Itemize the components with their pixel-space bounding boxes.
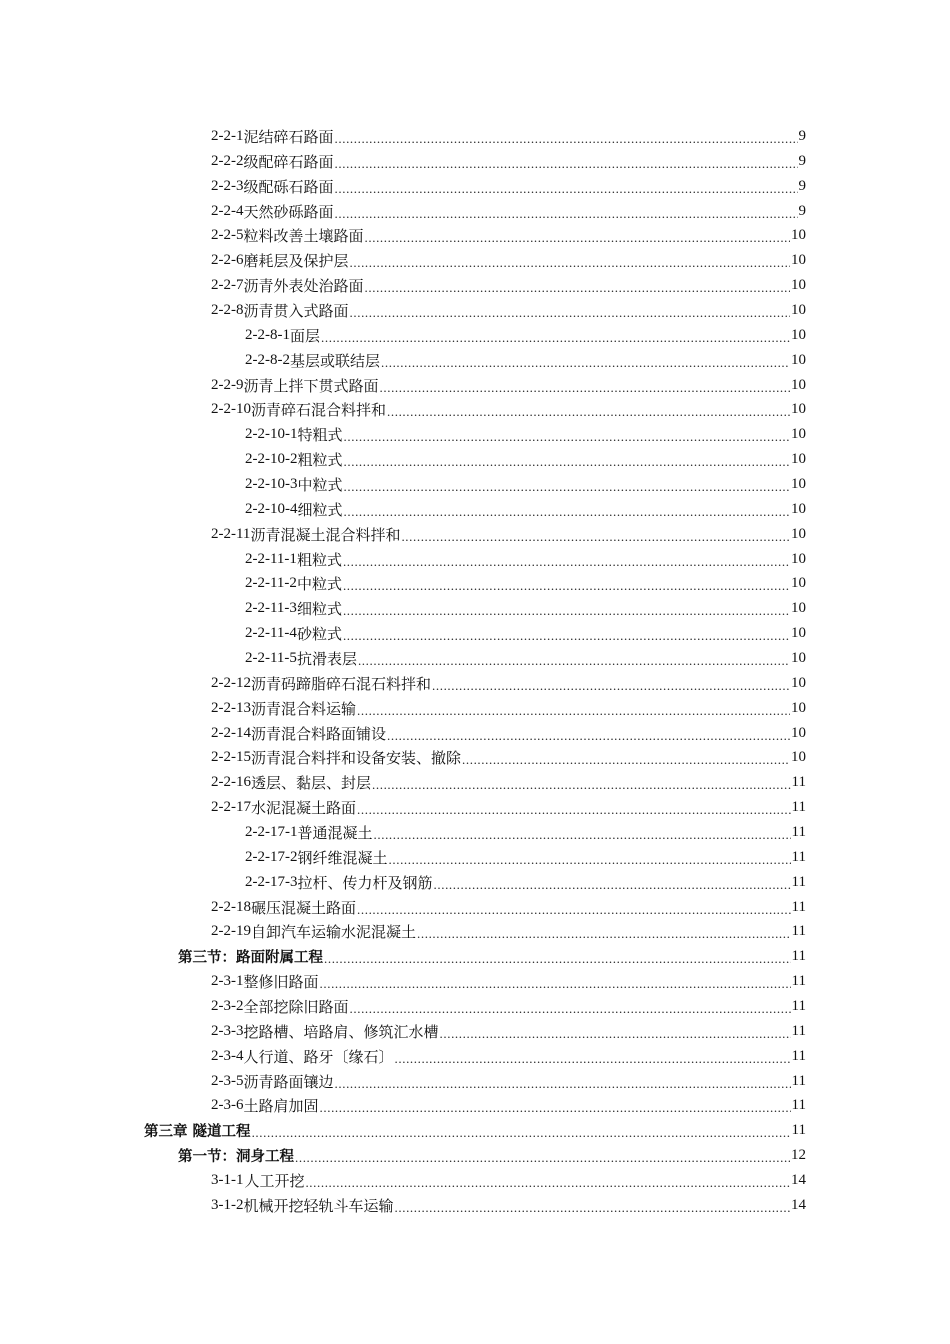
- toc-entry[interactable]: [0, 273, 950, 298]
- toc-entry-line: [245, 845, 806, 870]
- toc-entry-number: 2-2-11: [211, 525, 251, 542]
- dot-leader: [440, 1019, 791, 1044]
- toc-entry-line: [178, 1143, 806, 1168]
- toc-entry-page-number: 10: [791, 326, 806, 343]
- toc-entry-title: 第三节：路面附属工程: [178, 950, 323, 967]
- toc-entry[interactable]: [0, 596, 950, 621]
- toc-entry-page-number: 10: [791, 575, 806, 592]
- toc-entry-number: 2-2-3: [211, 177, 244, 194]
- toc-entry-page-number: 12: [791, 1147, 806, 1164]
- toc-entry-page-number: 10: [791, 749, 806, 766]
- toc-entry-number: 2-2-6: [211, 252, 244, 269]
- toc-entry[interactable]: [0, 1094, 950, 1119]
- toc-entry-page-number: 10: [791, 401, 806, 418]
- toc-entry-line: [211, 1044, 806, 1069]
- toc-entry-number: 2-3-3: [211, 1022, 244, 1039]
- toc-entry[interactable]: [0, 223, 950, 248]
- toc-entry[interactable]: [0, 1069, 950, 1094]
- toc-entry-page-number: 9: [798, 152, 806, 169]
- dot-leader: [395, 1044, 791, 1069]
- dot-leader: [343, 547, 790, 572]
- toc-entry-page-number: 11: [791, 873, 806, 890]
- toc-entry-title: 挖路槽、培路肩、修筑汇水槽: [243, 1024, 439, 1041]
- toc-entry[interactable]: [0, 149, 950, 174]
- toc-entry-title: 特粗式: [297, 428, 343, 445]
- toc-entry-line: [211, 696, 806, 721]
- toc-entry-title: 抗滑表层: [296, 651, 357, 668]
- toc-entry-page-number: 11: [791, 1022, 806, 1039]
- toc-entry[interactable]: [0, 671, 950, 696]
- dot-leader: [462, 745, 790, 770]
- toc-entry-number: 2-2-17-2: [245, 848, 298, 865]
- toc-entry-number: 2-3-6: [211, 1097, 244, 1114]
- dot-leader: [321, 323, 790, 348]
- toc-entry-title: 人工开挖: [244, 1174, 305, 1191]
- toc-entry[interactable]: [0, 944, 950, 969]
- toc-entry-line: [245, 547, 806, 572]
- toc-entry-title: 沥青碎石混合料拌和: [251, 403, 387, 420]
- toc-entry-page-number: 10: [791, 475, 806, 492]
- toc-entry-page-number: 10: [791, 674, 806, 691]
- toc-entry-page-number: 14: [791, 1172, 806, 1189]
- dot-leader: [335, 149, 798, 174]
- toc-entry-number: 2-2-4: [211, 202, 244, 219]
- toc-entry[interactable]: [0, 199, 950, 224]
- toc-entry-title: 钢纤维混凝土: [297, 850, 388, 867]
- toc-entry[interactable]: [0, 472, 950, 497]
- toc-entry-number: 2-3-2: [211, 998, 244, 1014]
- toc-entry-page-number: 9: [798, 177, 806, 194]
- toc-entry-number: 2-2-10: [211, 401, 251, 418]
- toc-entry-page-number: 11: [791, 1097, 806, 1114]
- toc-entry-number: 2-3-4: [211, 1047, 244, 1064]
- toc-entry-page-number: 10: [791, 451, 806, 468]
- toc-entry-line: [245, 646, 806, 671]
- toc-entry-title: 沥青贯入式路面: [243, 303, 349, 320]
- toc-entry-title: 自卸汽车运输水泥混凝土: [251, 925, 417, 942]
- dot-leader: [343, 596, 790, 621]
- toc-entry-page-number: 10: [791, 351, 806, 368]
- toc-entry-title: 水泥混凝土路面: [251, 801, 357, 818]
- dot-leader: [417, 920, 791, 945]
- toc-entry-page-number: 10: [791, 277, 806, 294]
- toc-entry-page-number: 11: [791, 998, 806, 1014]
- toc-entry-page-number: 10: [791, 699, 806, 716]
- toc-entry-page-number: 10: [791, 600, 806, 617]
- toc-entry-page-number: 11: [791, 848, 806, 865]
- toc-entry[interactable]: [0, 1044, 950, 1069]
- toc-entry-number: 2-2-19: [211, 923, 251, 940]
- dot-leader: [434, 870, 791, 895]
- dot-leader: [344, 497, 790, 522]
- toc-entry-line: [211, 1193, 806, 1218]
- toc-entry[interactable]: [0, 124, 950, 149]
- toc-entry-page-number: 10: [791, 426, 806, 443]
- toc-entry-page-number: 10: [791, 252, 806, 269]
- toc-entry-number: 2-2-10-1: [245, 426, 298, 443]
- dot-leader: [432, 671, 790, 696]
- toc-entry-title: 沥青上拌下贯式路面: [243, 378, 379, 395]
- toc-entry-line: [211, 770, 806, 795]
- toc-entry-number: 2-2-7: [211, 277, 244, 294]
- toc-entry[interactable]: [0, 969, 950, 994]
- toc-entry-number: 3-1-1: [211, 1172, 244, 1189]
- dot-leader: [365, 273, 790, 298]
- toc-entry-line: [211, 1069, 806, 1094]
- toc-entry-number: 2-2-11-3: [245, 600, 297, 617]
- toc-entry-line: [211, 248, 806, 273]
- toc-entry-title: 普通混凝土: [297, 825, 373, 842]
- toc-entry[interactable]: [0, 298, 950, 323]
- dot-leader: [387, 721, 790, 746]
- toc-entry[interactable]: [0, 646, 950, 671]
- toc-entry[interactable]: [0, 1143, 950, 1168]
- toc-entry[interactable]: [0, 845, 950, 870]
- toc-entry-title: 人行道、路牙〔缘石〕: [243, 1049, 394, 1066]
- toc-entry-title: 碾压混凝土路面: [251, 900, 357, 917]
- toc-entry-title: 整修旧路面: [243, 975, 319, 992]
- toc-entry-title: 级配砾石路面: [243, 179, 334, 196]
- toc-entry-number: 2-2-8-1: [245, 326, 290, 343]
- dot-leader: [381, 348, 790, 373]
- dot-leader: [401, 522, 790, 547]
- dot-leader: [395, 1193, 790, 1218]
- toc-entry-line: [245, 820, 806, 845]
- toc-entry-line: [211, 920, 806, 945]
- toc-entry[interactable]: [0, 571, 950, 596]
- toc-entry-number: 2-2-16: [211, 774, 251, 791]
- toc-entry-number: 2-2-10-2: [245, 451, 298, 468]
- toc-entry-line: [245, 348, 806, 373]
- toc-entry[interactable]: [0, 820, 950, 845]
- toc-entry[interactable]: [0, 745, 950, 770]
- dot-leader: [357, 696, 790, 721]
- toc-entry[interactable]: [0, 447, 950, 472]
- toc-entry[interactable]: [0, 497, 950, 522]
- dot-leader: [374, 820, 791, 845]
- toc-entry-title: 沥青码蹄脂碎石混石料拌和: [251, 676, 432, 693]
- dot-leader: [335, 199, 798, 224]
- toc-entry[interactable]: [0, 522, 950, 547]
- dot-leader: [389, 845, 791, 870]
- toc-entry-line: [245, 596, 806, 621]
- toc-entry-title: 天然砂砾路面: [243, 204, 334, 221]
- dot-leader: [372, 770, 791, 795]
- toc-entry-line: [245, 571, 806, 596]
- toc-entry-line: [211, 199, 806, 224]
- toc-entry-line: [211, 149, 806, 174]
- dot-leader: [320, 969, 791, 994]
- toc-entry-number: 2-2-14: [211, 724, 251, 741]
- toc-entry-title: 泥结碎石路面: [243, 129, 334, 146]
- toc-entry[interactable]: [0, 373, 950, 398]
- toc-entry[interactable]: [0, 248, 950, 273]
- toc-entry[interactable]: [0, 870, 950, 895]
- toc-entry-number: 2-2-1: [211, 127, 244, 144]
- dot-leader: [357, 795, 791, 820]
- toc-entry-line: [245, 323, 806, 348]
- toc-entry-line: [245, 447, 806, 472]
- toc-entry-line: [211, 895, 806, 920]
- toc-entry[interactable]: [0, 1019, 950, 1044]
- toc-entry-title: 机械开挖轻轨斗车运输: [243, 1198, 394, 1215]
- toc-entry-title: 第一节：洞身工程: [178, 1149, 294, 1166]
- toc-entry[interactable]: [0, 174, 950, 199]
- toc-entry-line: [211, 671, 806, 696]
- toc-entry-title: 粒料改善土壤路面: [243, 229, 364, 246]
- toc-entry-title: 砂粒式: [296, 627, 342, 644]
- toc-entry-page-number: 11: [791, 973, 806, 990]
- dot-leader: [357, 895, 791, 920]
- toc-entry-number: 2-2-10-4: [245, 500, 298, 517]
- toc-entry-line: [211, 969, 806, 994]
- dot-leader: [335, 174, 798, 199]
- toc-entry[interactable]: [0, 547, 950, 572]
- toc-entry-line: [211, 223, 806, 248]
- toc-entry-number: 2-2-11-4: [245, 625, 297, 642]
- toc-entry-title: 沥青混合料运输: [251, 701, 357, 718]
- dot-leader: [343, 621, 790, 646]
- toc-entry-title: 第三章 隧道工程: [144, 1124, 251, 1141]
- dot-leader: [387, 397, 790, 422]
- toc-entry[interactable]: [0, 770, 950, 795]
- dot-leader: [305, 1168, 790, 1193]
- toc-entry-title: 沥青外表处治路面: [243, 279, 364, 296]
- toc-entry-page-number: 11: [791, 1047, 806, 1064]
- toc-entry-number: 2-2-17: [211, 799, 251, 816]
- toc-entry-number: 2-2-8: [211, 301, 244, 318]
- dot-leader: [320, 1094, 791, 1119]
- toc-entry-title: 全部挖除旧路面: [243, 1000, 349, 1016]
- toc-entry-title: 沥青混合料拌和设备安装、撤除: [251, 751, 462, 768]
- toc-entry-number: 2-2-8-2: [245, 351, 290, 368]
- toc-entry-line: [211, 745, 806, 770]
- toc-entry[interactable]: [0, 895, 950, 920]
- dot-leader: [350, 298, 790, 323]
- dot-leader: [350, 248, 790, 273]
- toc-entry-page-number: 10: [791, 376, 806, 393]
- toc-entry-line: [245, 621, 806, 646]
- toc-entry-number: 2-2-11-5: [245, 649, 297, 666]
- toc-entry-line: [211, 273, 806, 298]
- dot-leader: [344, 447, 790, 472]
- toc-entry[interactable]: [0, 422, 950, 447]
- toc-entry-title: 粗粒式: [296, 552, 342, 569]
- toc-entry-page-number: 9: [798, 127, 806, 144]
- toc-entry-line: [211, 721, 806, 746]
- toc-entry-number: 2-2-18: [211, 898, 251, 915]
- toc-entry[interactable]: [0, 696, 950, 721]
- dot-leader: [343, 571, 790, 596]
- toc-entry-page-number: 10: [791, 649, 806, 666]
- dot-leader: [344, 472, 790, 497]
- dot-leader: [335, 1069, 791, 1094]
- toc-entry-line: [211, 298, 806, 323]
- toc-entry-number: 2-2-12: [211, 674, 251, 691]
- toc-entry-line: [211, 1094, 806, 1119]
- toc-entry-line: [211, 1019, 806, 1044]
- toc-entry-page-number: 9: [798, 202, 806, 219]
- toc-entry-title: 沥青混凝土混合料拌和: [250, 527, 401, 544]
- toc-entry[interactable]: [0, 397, 950, 422]
- dot-leader: [350, 994, 791, 1019]
- toc-entry-number: 2-2-11-2: [245, 575, 297, 592]
- toc-entry-number: 2-3-5: [211, 1072, 244, 1089]
- toc-entry-title: 磨耗层及保护层: [243, 254, 349, 271]
- toc-entry-page-number: 10: [791, 625, 806, 642]
- toc-entry-line: [211, 174, 806, 199]
- dot-leader: [344, 422, 790, 447]
- toc-entry-line: [211, 373, 806, 398]
- toc-entry-line: [245, 422, 806, 447]
- dot-leader: [380, 373, 790, 398]
- toc-entry-line: [211, 124, 806, 149]
- toc-entry-title: 拉杆、传力杆及钢筋: [297, 875, 433, 892]
- toc-entry-title: 中粒式: [296, 577, 342, 594]
- toc-entry-number: 2-2-10-3: [245, 475, 298, 492]
- toc-entry-number: 2-2-15: [211, 749, 251, 766]
- toc-entry-title: 细粒式: [297, 502, 343, 519]
- toc-entry-page-number: 11: [791, 823, 806, 840]
- toc-entry[interactable]: [0, 795, 950, 820]
- toc-entry-title: 沥青路面镶边: [243, 1074, 334, 1091]
- toc-entry-number: 2-2-13: [211, 699, 251, 716]
- table-of-contents: [0, 124, 950, 1218]
- toc-entry-page-number: 10: [791, 301, 806, 318]
- toc-entry-page-number: 11: [791, 923, 806, 940]
- toc-entry-number: 2-2-11-1: [245, 550, 297, 567]
- toc-entry-line: [245, 497, 806, 522]
- dot-leader: [335, 124, 798, 149]
- toc-entry-line: [245, 472, 806, 497]
- toc-entry-number: 2-3-1: [211, 973, 244, 990]
- dot-leader: [252, 1118, 791, 1143]
- toc-entry-page-number: 11: [791, 948, 806, 965]
- toc-entry-line: [211, 522, 806, 547]
- dot-leader: [358, 646, 790, 671]
- toc-entry[interactable]: [0, 621, 950, 646]
- toc-entry-title: 粗粒式: [297, 453, 343, 470]
- dot-leader: [365, 223, 790, 248]
- toc-entry-title: 细粒式: [296, 602, 342, 619]
- toc-entry-page-number: 10: [791, 525, 806, 542]
- toc-entry[interactable]: [0, 920, 950, 945]
- toc-entry-page-number: 11: [791, 1072, 806, 1089]
- toc-entry-title: 基层或联结层: [290, 353, 381, 370]
- toc-entry[interactable]: [0, 348, 950, 373]
- toc-entry-page-number: 10: [791, 550, 806, 567]
- toc-entry-number: 2-2-5: [211, 227, 244, 244]
- toc-entry-title: 中粒式: [297, 477, 343, 494]
- toc-entry-line: [245, 870, 806, 895]
- toc-entry-title: 级配碎石路面: [243, 154, 334, 171]
- toc-entry-line: [211, 994, 806, 1019]
- toc-entry-title: 土路肩加固: [243, 1099, 319, 1116]
- toc-entry-title: 透层、黏层、封层: [251, 776, 372, 793]
- toc-entry-page-number: 11: [791, 1122, 806, 1139]
- toc-entry-page-number: 14: [791, 1196, 806, 1213]
- toc-entry-page-number: 11: [791, 799, 806, 816]
- toc-entry-line: [144, 1118, 806, 1143]
- toc-entry[interactable]: [0, 1168, 950, 1193]
- toc-entry-title: 沥青混合料路面铺设: [251, 726, 387, 743]
- toc-entry-number: 2-2-17-1: [245, 823, 298, 840]
- toc-entry-number: 2-2-2: [211, 152, 244, 169]
- toc-entry[interactable]: [0, 1118, 950, 1143]
- toc-entry-page-number: 10: [791, 724, 806, 741]
- toc-entry-page-number: 10: [791, 227, 806, 244]
- toc-entry-page-number: 11: [791, 898, 806, 915]
- toc-entry[interactable]: [0, 721, 950, 746]
- toc-entry[interactable]: [0, 994, 950, 1019]
- toc-entry-line: [211, 795, 806, 820]
- toc-entry[interactable]: [0, 1193, 950, 1218]
- dot-leader: [295, 1143, 790, 1168]
- toc-entry-number: 3-1-2: [211, 1196, 244, 1213]
- toc-entry-line: [178, 944, 806, 969]
- toc-entry-line: [211, 397, 806, 422]
- toc-entry-number: 2-2-9: [211, 376, 244, 393]
- toc-entry-line: [211, 1168, 806, 1193]
- toc-entry-page-number: 10: [791, 500, 806, 517]
- toc-entry-title: 面层: [290, 328, 321, 345]
- toc-entry-page-number: 11: [791, 774, 806, 791]
- dot-leader: [324, 944, 791, 969]
- toc-entry-number: 2-2-17-3: [245, 873, 298, 890]
- toc-entry[interactable]: [0, 323, 950, 348]
